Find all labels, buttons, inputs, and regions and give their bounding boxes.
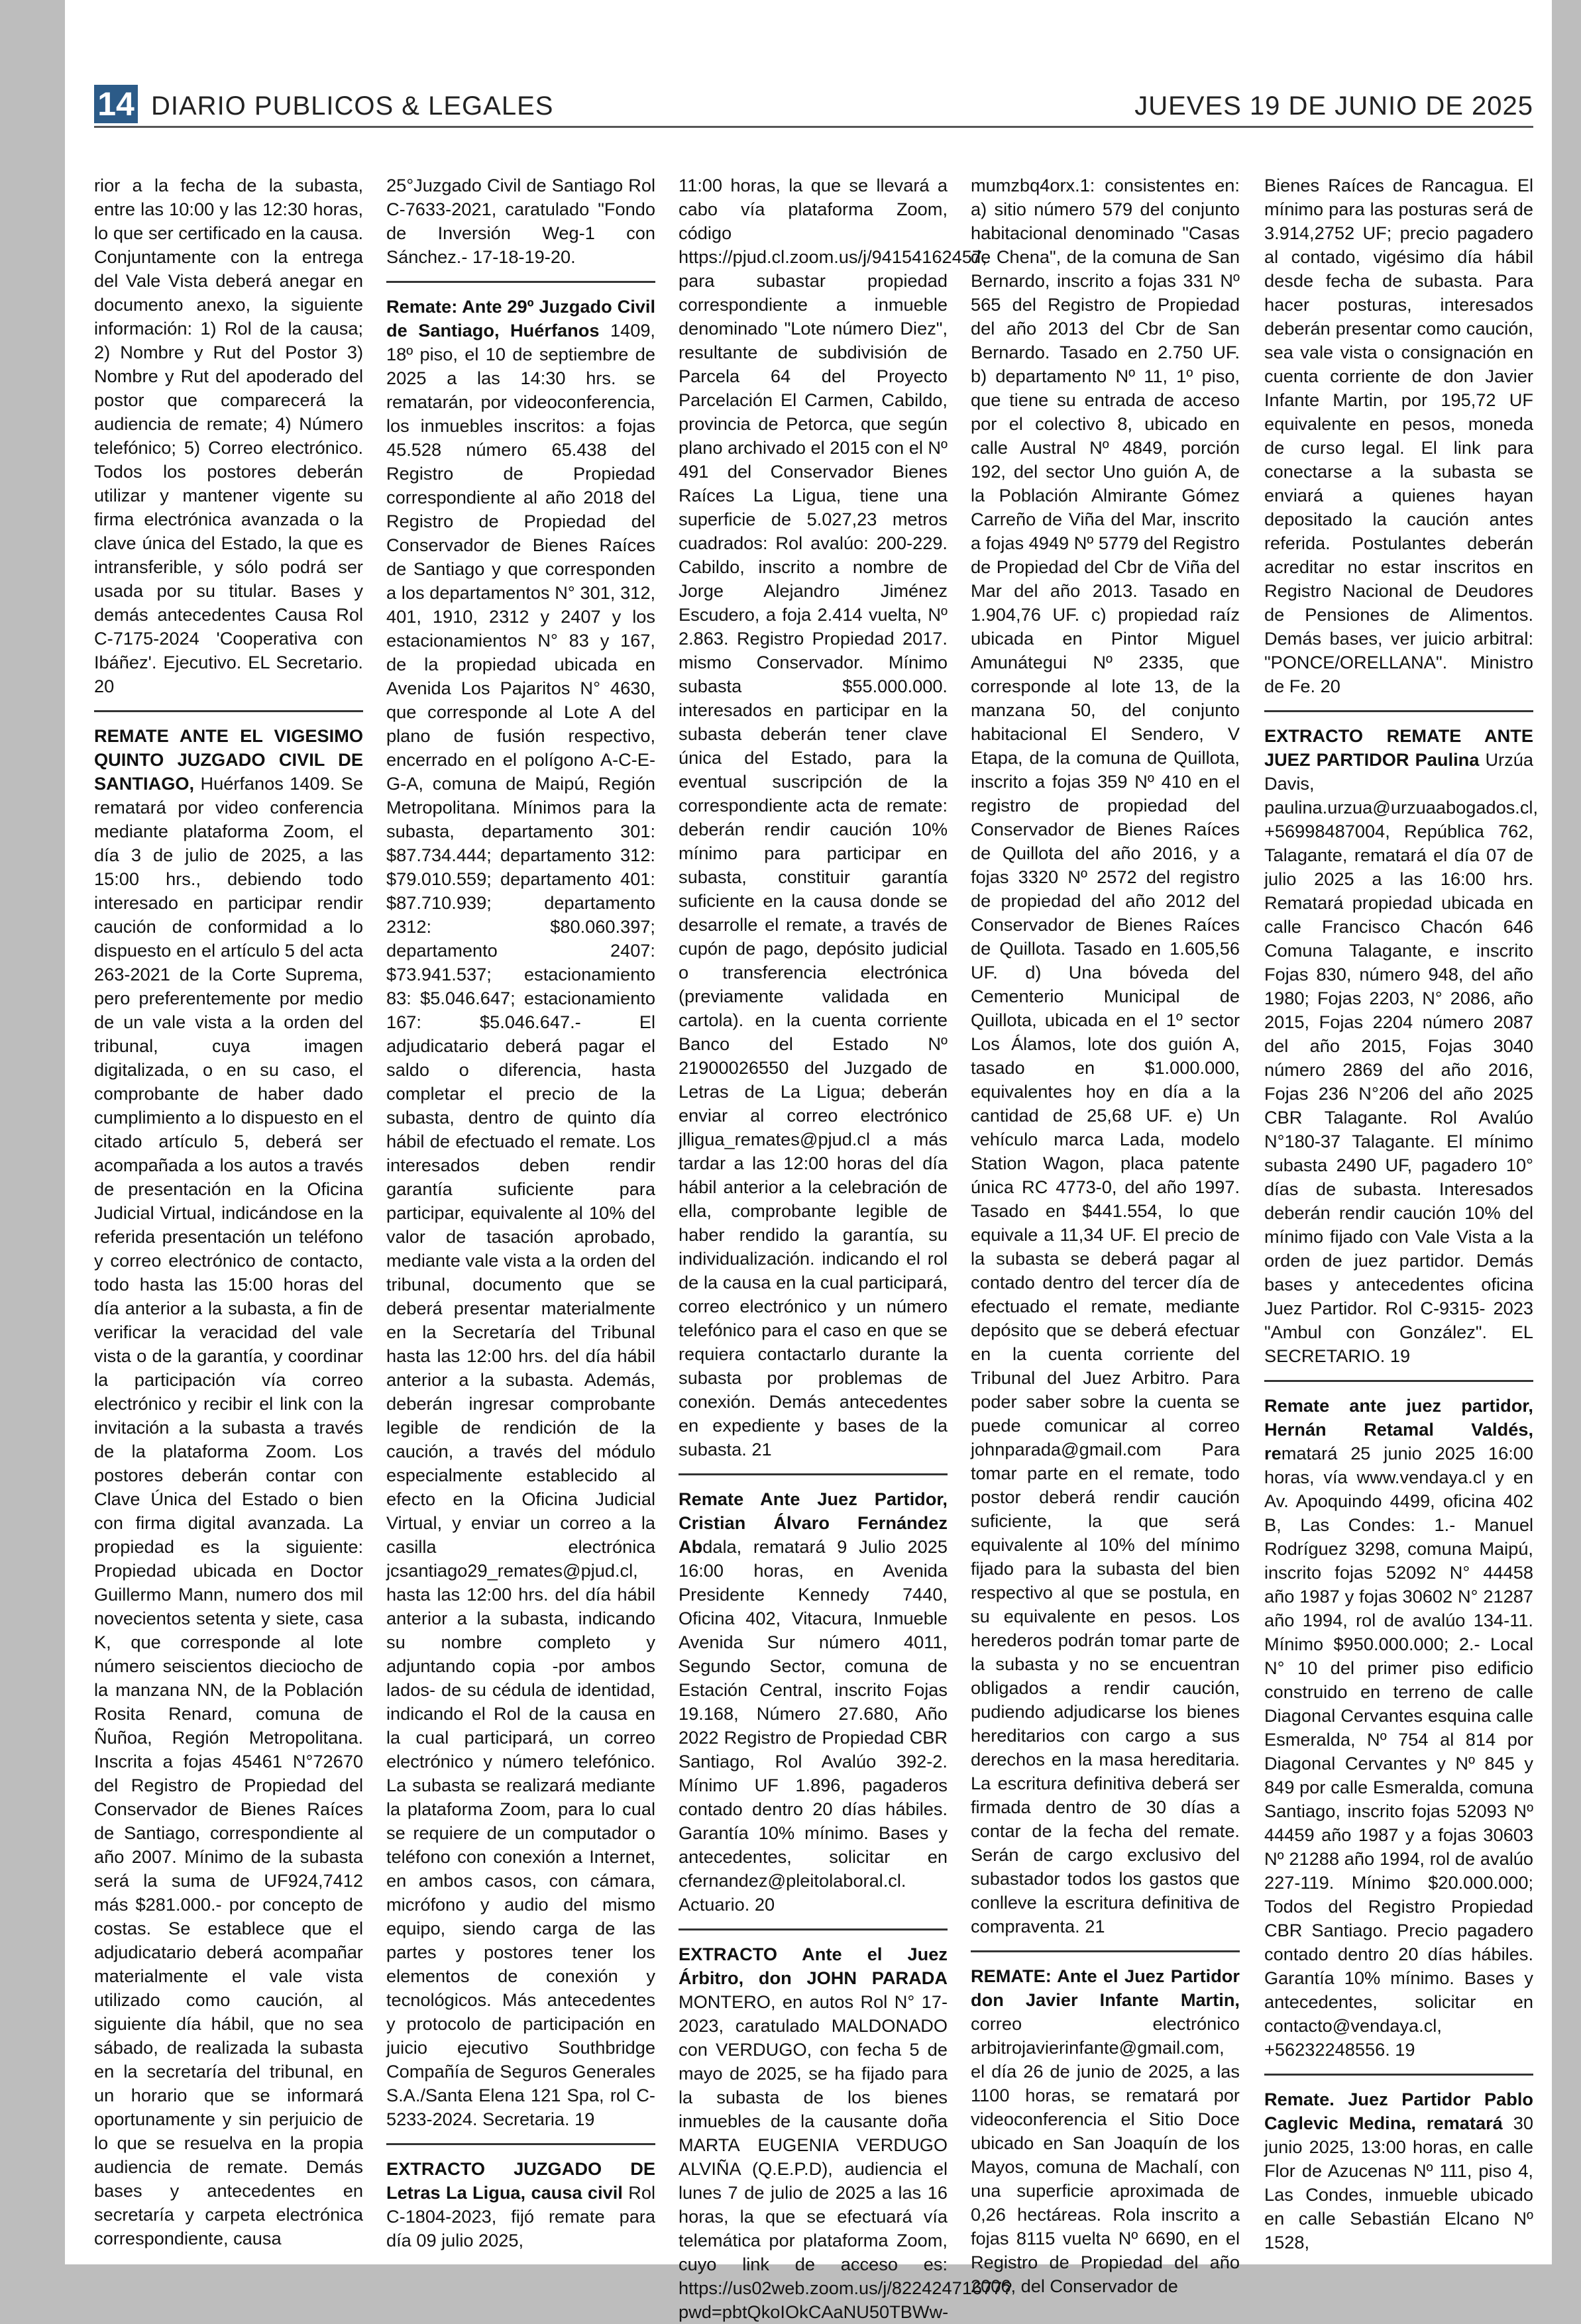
notice-separator [386, 2143, 655, 2145]
notice-heading: Remate Ante Juez Partidor, Cristian Álvaro Fernández Ab [679, 1489, 948, 1557]
notice-text: mumzbq4orx.1: consistentes en: a) sitio número 579 del conjunto habitacional denominado "Casas de Chena", de la comuna de San Bernardo, inscrito a fojas 331 Nº 565 del Registro de Propiedad del año 2013 del Cbr de San Bernardo. Tasado en 2.750 UF. b) departamento Nº 11, 1º piso, que tiene su entrada de acceso por el colectivo 8, ubicado en calle Austral Nº 4849, porción 192, del sector Uno guión A, de la Población Almirante Gómez Carreño de Viña del Mar, inscrito a fojas 4949 Nº 5779 del Registro de Propiedad del Cbr de Viña del Mar del año 2013. Tasado en 1.904,76 UF. c) propiedad raíz ubicada en Pintor Miguel Amunátegui Nº 2335, que corresponde al lote 13, de la manzana 50, del conjunto habitacional El Sendero, V Etapa, de la comuna de Quillota, inscrito a fojas 359 Nº 410 en el registro de propiedad del Conservador de Bienes Raíces de Quillota del año 2016, y a fojas 3320 Nº 2572 del registro de propiedad del año 2012 del Conservador de Bienes Raíces de Quillota. Tasado en 1.605,56 UF. d) Una bóveda del Cementerio Municipal de Quillota, ubicada en el 1º sector Los Álamos, lote dos guión A, tasado en $1.000.000, equivalentes hoy en día a la cantidad de 25,68 UF. e) Un vehículo marca Lada, modelo Station Wagon, placa patente única RC 4773-0, del año 1997. Tasado en $441.554, lo que equivale a 11,34 UF. El precio de la subasta se deberá pagar al contado dentro del tercer día de efectuado el remate, mediante depósito que se deberá efectuar en la cuenta corriente del Tribunal del Juez Arbitro. Para poder saber sobre la cuenta se puede comunicar al correo johnparada@gmail.com Para tomar parte en el remate, todo postor deberá rendir caución suficiente, la que será equivalente al 10% del mínimo fijado para la subasta del bien respectivo al que se postula, en su equivalente en pesos. Los herederos podrán tomar parte de la subasta y no se encuentran obligados a rendir caución, pudiendo adjudicarse los bienes hereditarios con cargo a sus derechos en la masa hereditaria. La escritura definitiva deberá ser firmada dentro de 30 días a contar de la fecha del remate. Serán de cargo exclusivo del subastador todos los gastos que conlleve la escritura definitiva de compraventa. 21 [971, 175, 1240, 1936]
publication-name: DIARIO PUBLICOS & LEGALES [151, 91, 554, 121]
notice-separator [1264, 710, 1533, 712]
column-5 [1264, 174, 1539, 2260]
notice-text: 11:00 horas, la que se llevará a cabo vía plataforma Zoom, código https://pjud.cl.zoom.us/j/94154162457, para subastar propiedad correspondiente a inmueble denominado "Lote número Diez", resultante de subdivisión de Parcela 64 del Proyecto Parcelación El Carmen, Cabildo, provincia de Petorca, que según plano archivado el 2015 con el Nº 491 del Conservador Bienes Raíces La Ligua, tiene una superficie de 5.027,23 metros cuadrados: Rol avalúo: 200-229. Cabildo, inscrito a nombre de Jorge Alejandro Jiménez Escudero, a foja 2.414 vuelta, Nº 2.863. Registro Propiedad 2017. mismo Conservador. Mínimo subasta $55.000.000. interesados en participar en la subasta deberán tener clave única del Estado, para la eventual suscripción de la correspondiente acta de remate: deberán rendir caución 10% mínimo para participar en subasta, constituir garantía suficiente en la causa donde se desarrolle el remate, a través de cupón de pago, depósito judicial o transferencia electrónica (previamente validada en cartola). en la cuenta corriente Banco del Estado Nº 21900026550 del Juzgado de Letras de La Ligua; deberán enviar al correo electrónico jlligua_remates@pjud.cl a más tardar a las 12:00 horas del día hábil anterior a la celebración de ella, comprobante legible de haber rendido la garantía, su individualización. indicando el rol de la causa en la cual participará, correo electrónico y un número telefónico para el caso en que se requiera contactarlo durante la subasta por problemas de conexión. Demás antecedentes en expediente y bases de la subasta. 21 [679, 175, 987, 1459]
column-3 [679, 174, 1012, 2322]
page-header [94, 85, 1533, 123]
notice-heading: REMATE ANTE EL VIGESIMO QUINTO JUZGADO CIVIL DE SANTIAGO, [94, 725, 363, 794]
column-4 [971, 174, 1240, 2296]
notice [679, 1487, 948, 1917]
notice-body: Rol C-1804-2023, fijó remate para día 09 julio 2025, [386, 2182, 655, 2250]
notice-text: rior a la fecha de la subasta, entre las 10:00 y las 12:30 horas, lo que ser certificado en la causa. Conjuntamente con la entrega del Vale Vista deberá anegar en documento anexo, la siguiente información: 1) Rol de la causa; 2) Nombre y Rut del Postor 3) Nombre y Rut del apoderado del postor que comparecerá la audiencia de remate; 4) Número telefónico; 5) Correo electrónico. Todos los postores deberán utilizar y mantener vigente su firma electrónica avanzada o la clave única del Estado, la que es intransferible, y sólo podrá ser usada por su titular. Bases y demás antecedentes Causa Rol C-7175-2024 'Cooperativa con Ibáñez'. Ejecutivo. EL Secretario. 20 [94, 175, 363, 696]
notice-heading: Remate. Juez Partidor Pablo Caglevic Medina, rematará [1264, 2089, 1533, 2133]
notice-body: Urzúa Davis, paulina.urzua@urzuaabogados.cl, +56998487004, República 762, Talagante, rematará el día 07 de julio 2025 a las 16:00 hrs. Rematará propiedad ubicada en calle Francisco Chacón 646 Comuna Talagante, e inscrito Fojas 830, número 948, del año 1980; Fojas 2203, N° 2086, año 2015, Fojas 2204 número 2087 del año 2015, Fojas 3040 número 2869 del año 2016, Fojas 236 N°206 del año 2025 CBR Talagante. Rol Avalúo N°180-37 Talagante. El mínimo subasta 2490 UF, pagadero 10° días de subasta. Interesados deberán rendir caución 10% del mínimo fijado con Vale Vista a la orden de juez partidor. Demás bases y antecedentes oficina Juez Partidor. Rol C-9315- 2023 "Ambul con González". EL SECRETARIO. 19 [1264, 749, 1539, 1366]
notice-body: 30 junio 2025, 13:00 horas, en calle Flor de Azucenas Nº 111, piso 4, Las Condes, inmueble ubicado en calle Sebastián Elcano Nº 1528, [1264, 2113, 1533, 2252]
publication-date: JUEVES 19 DE JUNIO DE 2025 [1134, 91, 1533, 121]
notice [386, 295, 655, 2131]
notice [94, 724, 363, 2250]
header-rule [94, 126, 1533, 128]
notice-body: MONTERO, en autos Rol N° 17-2023, caratulado MALDONADO con VERDUGO, con fecha 5 de mayo de 2025, se ha fijado para la subasta de los bienes inmuebles de la causante doña MARTA EUGENIA VERDUGO ALVIÑA (Q.E.P.D), audiencia el lunes 7 de julio de 2025 a las 16 horas, la que se efectuará vía telemática por plataforma Zoom, cuyo link de acceso es: https://us02web.zoom.us/j/82242471677?pwd=pbtQkoIOkCAaNU50TBWw- [679, 1991, 1012, 2322]
notice-columns [94, 174, 1539, 2322]
page-margin-right [1552, 0, 1581, 2324]
notice-separator [1264, 2074, 1533, 2076]
notice-heading: EXTRACTO REMATE ANTE JUEZ PARTIDOR Paulina [1264, 725, 1533, 770]
notice [971, 1964, 1240, 2298]
notice-body: 1409, 18º piso, el 10 de septiembre de 2025 a las 14:30 hrs. se rematarán, por videoconferencia, los inmuebles inscritos: a fojas 45.528 número 65.438 del Registro de Propiedad correspondiente al año 2018 del Registro de Propiedad del Conservador de Bienes Raíces de Santiago y que corresponden a los departamentos N° 301, 312, 401, 1910, 2312 y 2407 y los estacionamientos N° 83 y 167, de la propiedad ubicada en Avenida Los Pajaritos N° 4630, que corresponde al Lote A del plano de fusión respectivo, encerrado en el polígono A-C-E-G-A, comuna de Maipú, Región Metropolitana. Mínimos para la subasta, departamento 301: $87.734.444; departamento 312: $79.010.559; departamento 401: $87.710.939; departamento 2312: $80.060.397; departamento 2407: $73.941.537; estacionamiento 83: $5.046.647; estacionamiento 167: $5.046.647.- El adjudicatario deberá pagar el saldo o diferencia, hasta completar el precio de la subasta, dentro de quinto día hábil de efectuado el remate. Los interesados deben rendir garantía suficiente para participar, equivalente al 10% del valor de tasación aprobado, mediante vale vista a la orden del tribunal, documento que se deberá presentar materialmente en la Secretaría del Tribunal hasta las 12:00 hrs. del día hábil anterior a la subasta. Además, deberán ingresar comprobante legible de rendición de la caución, a través del módulo especialmente establecido al efecto en la Oficina Judicial Virtual, y enviar un correo a la casilla electrónica jcsantiago29_remates@pjud.cl, hasta las 12:00 hrs. del día hábil anterior a la subasta, indicando su nombre completo y adjuntando copia -por ambos lados- de su cédula de identidad, indicando el Rol de la causa en la cual participará, un correo electrónico y número telefónico. La subasta se realizará mediante la plataforma Zoom, para lo cual se requiere de un computador o teléfono con conexión a Internet, en ambos casos, con cámara, micrófono y audio del mismo equipo, siendo carga de las partes y postores tener los elementos de conexión y tecnológicos. Más antecedentes y protocolo de participación en juicio ejecutivo Southbridge Compañía de Seguros Generales S.A./Santa Elena 121 Spa, rol C-5233-2024. Secretaria. 19 [386, 320, 655, 2129]
notice-heading: REMATE: Ante el Juez Partidor don Javier Infante Martin, [971, 1966, 1240, 2010]
notice-body: Huérfanos 1409. Se rematará por video conferencia mediante plataforma Zoom, el día 3 de julio de 2025, a las 15:00 hrs., debiendo todo interesado en participar rendir caución de conformidad a lo dispuesto en el artículo 5 del acta 263-2021 de la Corte Suprema, pero preferentemente por medio de un vale vista a la orden del tribunal, cuya imagen digitalizada, o en su caso, el comprobante de haber dado cumplimiento a lo dispuesto en el citado artículo 5, deberá ser acompañada a los autos a través de presentación en la Oficina Judicial Virtual, indicándose en la referida presentación un teléfono y correo electrónico de contacto, todo hasta las 15:00 horas del día anterior a la subasta, a fin de verificar la veracidad del vale vista o de la garantía, y coordinar la participación vía correo electrónico y recibir el link con la invitación a la subasta a través de la plataforma Zoom. Los postores deberán contar con Clave Única del Estado o bien con firma digital avanzada. La propiedad es la siguiente: Propiedad ubicada en Doctor Guillermo Mann, numero dos mil novecientos setenta y siete, casa K, que corresponde al lote número seiscientos dieciocho de la manzana NN, de la Población Rosita Renard, comuna de Ñuñoa, Región Metropolitana. Inscrita a fojas 45461 N°72670 del Registro de Propiedad del Conservador de Bienes Raíces de Santiago, correspondiente al año 2007. Mínimo de la subasta será la suma de UF924,7412 más $281.000.- por concepto de costas. Se establece que el adjudicatario deberá acompañar materialmente el vale vista utilizado como caución, al siguiente día hábil, que no sea sábado, de realizada la subasta en la secretaría del tribunal, en un horario que se informará oportunamente y sin perjuicio de lo que se resuelva en la propia audiencia de remate. Demás bases y antecedentes en secretaría y carpeta electrónica correspondiente, causa [94, 773, 363, 2248]
notice [386, 2157, 655, 2252]
notice-separator [679, 1473, 948, 1475]
notice [1264, 1394, 1533, 2062]
notice [1264, 724, 1539, 1368]
notice-separator [679, 1928, 948, 1930]
notice-body: correo electrónico arbitrojavierinfante@gmail.com, el día 26 de junio de 2025, a las 1100 horas, se rematará por videoconferencia el Sitio Doce ubicado en San Joaquín de los Mayos, comuna de Machalí, con una superficie aproximada de 0,26 hectáreas. Rola inscrito a fojas 8115 vuelta Nº 6690, en el Registro de Propiedad del año 2006, del Conservador de [971, 2013, 1240, 2296]
notice-body: dala, rematará 9 Julio 2025 16:00 horas, en Avenida Presidente Kennedy 7440, Oficina 402, Vitacura, Inmueble Avenida Sur número 4011, Segundo Sector, comuna de Estación Central, inscrito Fojas 19.168, Número 27.680, Año 2022 Registro de Propiedad CBR Santiago, Rol Avalúo 392-2. Mínimo UF 1.896, pagaderos contado dentro 20 días hábiles. Garantía 10% mínimo. Bases y antecedentes, solicitar en cfernandez@pleitolaboral.cl. Actuario. 20 [679, 1536, 948, 1915]
column-1 [94, 174, 363, 2260]
notice [1264, 2087, 1533, 2254]
notice-separator [386, 281, 655, 283]
notice-heading: EXTRACTO Ante el Juez Árbitro, don JOHN PARADA [679, 1944, 948, 1988]
column-2 [386, 174, 655, 2260]
notice-separator [971, 1950, 1240, 1952]
notice-separator [94, 710, 363, 712]
notice-body: matará 25 junio 2025 16:00 horas, vía www.vendaya.cl y en Av. Apoquindo 4499, oficina 402 B, Las Condes: 1.- Manuel Rodríguez 3298, comuna Maipú, inscrito fojas 52092 N° 44458 año 1987 y fojas 30602 N° 21287 año 1994, rol de avalúo 134-11. Mínimo $950.000.000; 2.- Local N° 10 del primer piso edificio construido en terreno de calle Diagonal Cervantes esquina calle Esmeralda, Nº 754 al 814 por Diagonal Cervantes y Nº 845 y 849 por calle Esmeralda, comuna Santiago, inscrito fojas 52093 Nº 44459 año 1987 y a fojas 30603 Nº 21288 año 1994, rol de avalúo 227-119. Mínimo $20.000.000; Todos del Registro Propiedad CBR Santiago. Precio pagadero contado dentro 20 días hábiles. Garantía 10% mínimo. Bases y antecedentes, solicitar en contacto@vendaya.cl, +56232248556. 19 [1264, 1443, 1533, 2060]
notice [679, 1942, 1012, 2324]
notice-text: Bienes Raíces de Rancagua. El mínimo para las posturas será de 3.914,2752 UF; precio pagadero al contado, vigésimo día hábil desde fecha de subasta. Para hacer posturas, interesados deberán presentar como caución, sea vale vista o consignación en cuenta corriente de don Javier Infante Martin, por 195,72 UF equivalente en pesos, moneda de curso legal. El link para conectarse a la subasta se enviará a quienes hayan depositado la caución antes referida. Postulantes deberán acreditar no estar inscritos en Registro Nacional de Deudores de Pensiones de Alimentos. Demás bases, ver juicio arbitral: "PONCE/ORELLANA". Ministro de Fe. 20 [1264, 175, 1533, 696]
notice-text: 25°Juzgado Civil de Santiago Rol C-7633-2021, caratulado "Fondo de Inversión Weg-1 con Sánchez.- 17-18-19-20. [386, 175, 655, 267]
notice-heading: Remate ante juez partidor, Hernán Retamal Valdés, re [1264, 1395, 1533, 1463]
notice-heading: EXTRACTO JUZGADO DE Letras La Ligua, causa civil [386, 2158, 655, 2203]
page-margin-left [0, 0, 65, 2324]
page-number: 14 [94, 85, 138, 123]
notice-heading: Remate: Ante 29º Juzgado Civil de Santiago, Huérfanos [386, 296, 655, 341]
notice-separator [1264, 1380, 1533, 1382]
